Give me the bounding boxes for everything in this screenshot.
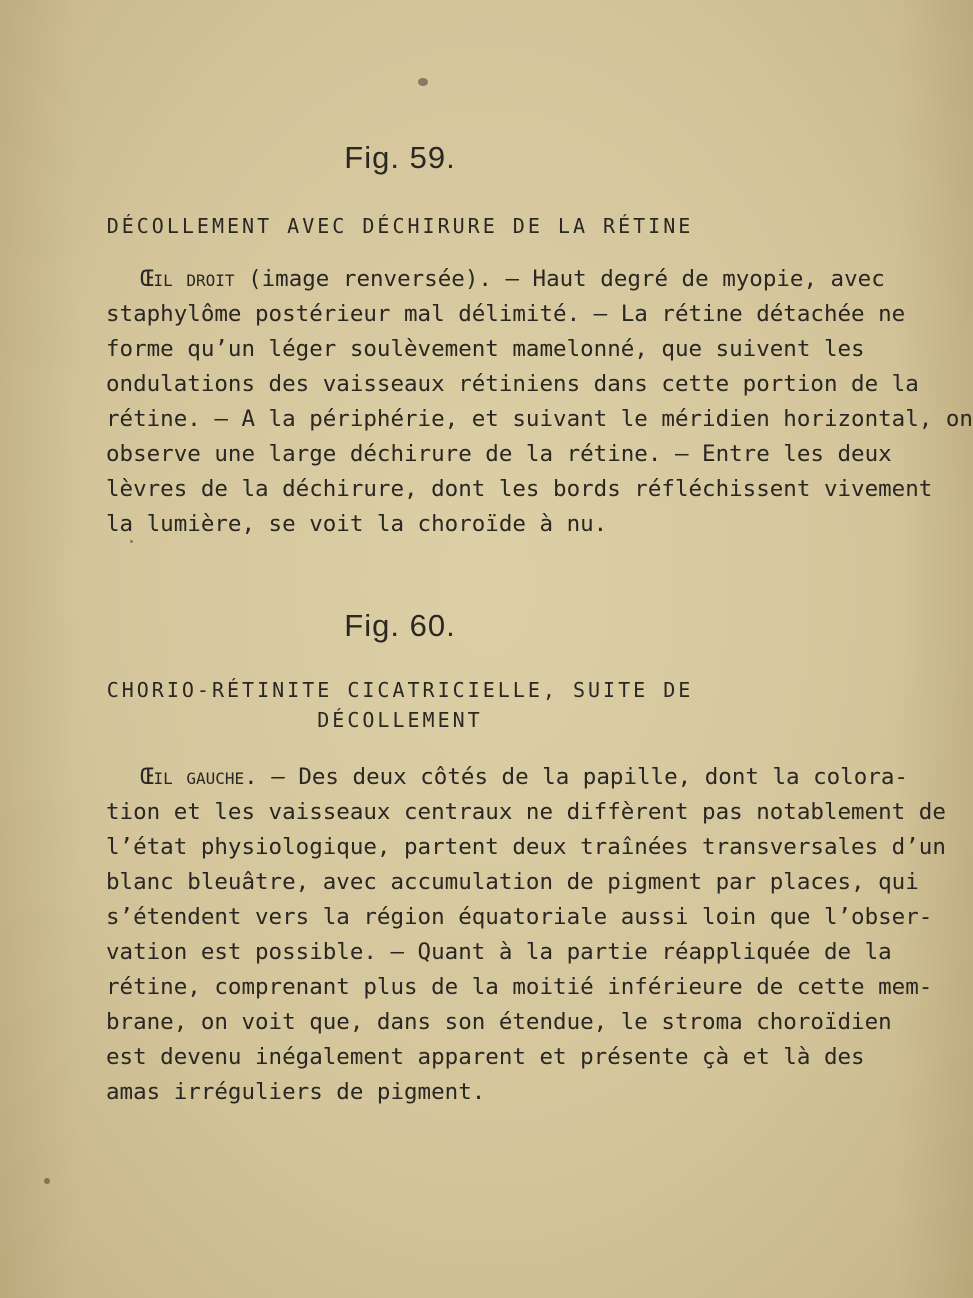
caption-line: rétine. — A la périphérie, et suivant le méridien horizontal, on	[106, 406, 973, 432]
paper-speck	[44, 1178, 50, 1184]
caption-line: forme qu’un léger soulèvement mamelonné, que suivent les	[106, 336, 865, 362]
caption-line: brane, on voit que, dans son étendue, le stroma choroïdien	[106, 1009, 892, 1035]
caption-line: est devenu inégalement apparent et présente çà et là des	[106, 1044, 865, 1070]
figure-60-caption	[106, 760, 946, 1110]
figure-59-label: Fig. 59.	[344, 140, 456, 175]
caption-line: s’étendent vers la région équatoriale aussi loin que l’obser-	[106, 904, 933, 930]
caption-line-text: (image renversée). — Haut degré de myopie, avec	[234, 266, 885, 292]
caption-line: l’état physiologique, partent deux traînées transversales d’un	[106, 834, 946, 860]
figure-60-title-line-2: DÉCOLLEMENT	[317, 708, 483, 732]
caption-line: la lumière, se voit la choroïde à nu.	[106, 511, 608, 537]
figure-60-label: Fig. 60.	[344, 608, 456, 643]
caption-line	[106, 262, 885, 297]
figure-59-title: DÉCOLLEMENT AVEC DÉCHIRURE DE LA RÉTINE	[106, 214, 694, 238]
caption-line: rétine, comprenant plus de la moitié inférieure de cette mem-	[106, 974, 933, 1000]
caption-line: tion et les vaisseaux centraux ne diffèrent pas notablement de	[106, 799, 946, 825]
caption-line: lèvres de la déchirure, dont les bords réfléchissent vivement	[106, 476, 933, 502]
caption-line: vation est possible. — Quant à la partie réappliquée de la	[106, 939, 892, 965]
figure-60-title-line-1: CHORIO-RÉTINITE CICATRICIELLE, SUITE DE	[106, 678, 694, 702]
caption-line: observe une large déchirure de la rétine. — Entre les deux	[106, 441, 892, 467]
figure-59-caption	[106, 262, 973, 542]
caption-line	[106, 760, 908, 795]
caption-line: staphylôme postérieur mal délimité. — La rétine détachée ne	[106, 301, 906, 327]
caption-line-text: — Des deux côtés de la papille, dont la colora-	[257, 764, 908, 790]
paper-speck	[418, 78, 428, 86]
caption-line: ondulations des vaisseaux rétiniens dans cette portion de la	[106, 371, 919, 397]
caption-line: blanc bleuâtre, avec accumulation de pigment par places, qui	[106, 869, 919, 895]
caption-lead: Œil droit	[140, 266, 235, 292]
caption-lead: Œil gauche.	[140, 764, 258, 790]
caption-line: amas irréguliers de pigment.	[106, 1079, 486, 1105]
